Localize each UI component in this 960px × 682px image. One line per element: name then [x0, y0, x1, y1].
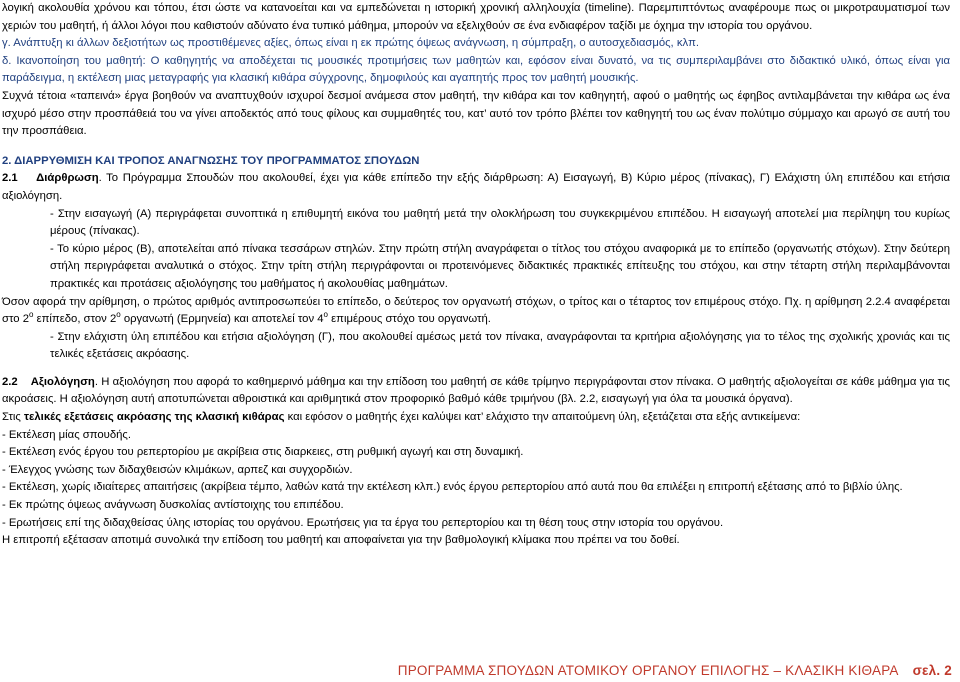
- list-item: - Εκ πρώτης όψεως ανάγνωση δυσκολίας αντίστοιχης του επιπέδου.: [2, 499, 344, 512]
- section-2-2-number: 2.2: [2, 375, 18, 388]
- paragraph-numbering: Όσον αφορά την αρίθμηση, ο πρώτος αριθμός αντιπροσωπεύει το επίπεδο, ο δεύτερος τον οργανωτή στόχων, ο τρίτος και ο τέταρτος τον επιμέρους στόχο. Πχ. η αρίθμηση 2.2.4 αναφέρεται στο $2^o$ επίπεδο, στον $2^o$ οργανωτή (Ερμηνεία) και αποτελεί τον $4^o$ επιμέρους στόχο του οργανωτή.: [2, 295, 950, 326]
- section-2-1-title: Διάρθρωση: [36, 172, 99, 185]
- paragraph-delta: δ. Ικανοποίηση του μαθητή: Ο καθηγητής να αποδέχεται τις μουσικές προτιμήσεις των μαθητών και, εφόσον είναι δυνατό, να τις συμπεριλαμβάνει στο διδακτικό υλικό, όπως είναι για παράδειγμα, η εκτέλεση μιας μεταγραφής για κλασική κιθάρα σύγχρονης, δημοφιλούς και αγαπητής προς τον μαθητή μουσικής.: [2, 54, 950, 85]
- section-2-2-text: . Η αξιολόγηση που αφορά το καθημερινό μάθημα και την επίδοση του μαθητή σε κάθε τρίμηνο περιγράφονται στον πίνακα. Ο μαθητής αξιολογείται σε κάθε μάθημα για τις ακροάσεις. Η αξιολόγηση αυτή αποτυπώνεται αθροιστικά και αριθμητικά στον προφορικό βαθμό κάθε τριμήνου (βλ. 2.2, εισαγωγή για όλα τα μουσικά όργανα).: [2, 375, 950, 406]
- paragraph-final-exams: Στις τελικές εξετάσεις ακρόασης της κλασική κιθάρας και εφόσον ο μαθητής έχει καλύψει κατ’ ελάχιστο την απαιτούμενη ύλη, εξετάζεται στα εξής αντικείμενα:: [2, 411, 801, 424]
- section-2-1-text: . Το Πρόγραμμα Σπουδών που ακολουθεί, έχει για κάθε επίπεδο την εξής διάρθρωση: Α) Εισαγωγή, Β) Κύριο μέρος (πίνακας), Γ) Ελάχιστη ύλη επιπέδου και ετήσια αξιολόγηση.: [2, 172, 950, 202]
- section-2-heading: 2. ΔΙΑΡΡΥΘΜΙΣΗ ΚΑΙ ΤΡΟΠΟΣ ΑΝΑΓΝΩΣΗΣ ΤΟΥ ΠΡΟΓΡΑΜΜΑΤΟΣ ΣΠΟΥΔΩΝ: [2, 154, 420, 167]
- paragraph-often: Συχνά τέτοια «ταπεινά» έργα βοηθούν να αναπτυχθούν ισχυροί δεσμοί ανάμεσα στον μαθητή, την κιθάρα και τον καθηγητή, αφού ο μαθητής ως έφηβος αντιλαμβάνεται την κιθάρα ως ένα ισχυρό μέσο στην προσπάθειά του να γίνει αποδεκτός από τους φίλους και συμμαθητές του, κατ’ αυτό τον τρόπο βλέπει τον καθηγητή του ως έναν πολύτιμο σύμμαχο και αρωγό σε αυτή του την προσπάθεια.: [2, 89, 950, 138]
- page-number: σελ. 2: [912, 663, 952, 678]
- paragraph-gamma: γ. Ανάπτυξη κι άλλων δεξιοτήτων ως προστιθέμενες αξίες, όπως είναι η εκ πρώτης όψεως ανάγνωση, η σύμπραξη, ο αυτοσχεδιασμός, κλπ.: [2, 37, 700, 50]
- final-exams-bold: τελικές εξετάσεις ακρόασης της κλασική κιθάρας: [24, 411, 285, 424]
- section-2-2-title: Αξιολόγηση: [30, 375, 95, 388]
- paragraph-timeline: λογική ακολουθία χρόνου και τόπου, έτσι ώστε να κατανοείται και να εμπεδώνεται η ιστορική χρονική αλληλουχία (timeline). Παρεμπιπτόντως αναφέρουμε πως οι μικροτραυματισμοί των χεριών του μαθητή, ή άλλοι λόγοι που καθιστούν αδύνατο ένα τυπικό μάθημα, μπορούν να εξελιχθούν σε ένα ενδιαφέρον ταξίδι με όχημα την ιστορία του οργάνου.: [2, 2, 950, 32]
- section-2-2: [2, 374, 950, 409]
- bullet-main-part: - Το κύριο μέρος (Β), αποτελείται από πίνακα τεσσάρων στηλών. Στην πρώτη στήλη αναγράφεται ο τίτλος του στόχου αναφορικά με το επίπεδο (οργανωτής στόχων). Στην δεύτερη στήλη περιγράφεται αναλυτικά ο στόχος. Στην τρίτη στήλη περιγράφονται οι προτεινόμενες διδακτικές πρακτικές επίτευξης του στόχου, και στην τέταρτη στήλη περιλαμβάνονται πρακτικές και προτάσεις αξιολόγησης του μαθήματος ή ακολουθίας μαθημάτων.: [50, 242, 950, 290]
- list-item: - Ερωτήσεις επί της διδαχθείσας ύλης ιστορίας του οργάνου. Ερωτήσεις για τα έργα του ρεπερτορίου και τη θέση τους στην ιστορία του οργάνου.: [2, 516, 724, 529]
- paragraph-committee: Η επιτροπή εξέτασαν αποτιμά συνολικά την επίδοση του μαθητή και αποφαίνεται για την βαθμολογική κλίμακα που πρέπει να του δοθεί.: [2, 534, 680, 547]
- section-2-1-number: 2.1: [2, 172, 18, 185]
- section-2-1: [2, 170, 950, 205]
- list-item: - Έλεγχος γνώσης των διδαχθεισών κλιμάκων, αρπεζ και συγχορδιών.: [2, 463, 353, 476]
- page-body: [2, 0, 950, 550]
- list-item: - Εκτέλεση ενός έργου του ρεπερτορίου με ακρίβεια στις διαρκειες, στη ρυθμική αγωγή και στη δυναμική.: [2, 446, 524, 459]
- bullet-minimum-material: - Στην ελάχιστη ύλη επιπέδου και ετήσια αξιολόγηση (Γ), που ακολουθεί αμέσως μετά τον πίνακα, αναγράφονται τα κριτήρια αξιολόγησης για το τέλος της σχολικής χρονιάς και τις τελικές εξετάσεις ακρόασης.: [50, 330, 950, 361]
- bullet-introduction: - Στην εισαγωγή (Α) περιγράφεται συνοπτικά η επιθυμητή εικόνα του μαθητή μετά την ολοκλήρωση του συγκεκριμένου επιπέδου. Η εισαγωγή αποτελεί μια περίληψη του κυρίως μέρους (πίνακας).: [50, 207, 950, 238]
- page-footer: [398, 663, 952, 678]
- footer-title: ΠΡΟΓΡΑΜΜΑ ΣΠΟΥΔΩΝ ΑΤΟΜΙΚΟΥ ΟΡΓΑΝΟΥ ΕΠΙΛΟΓΗΣ – ΚΛΑΣΙΚΗ ΚΙΘΑΡΑ: [397, 663, 899, 678]
- list-item: - Εκτέλεση, χωρίς ιδιαίτερες απαιτήσεις (ακρίβεια τέμπο, λαθών κατά την εκτέλεση κλπ.) ενός έργου ρεπερτορίου από αυτά που θα επιλέξει η επιτροπή εξέτασης από το βιβλίο ύλης.: [2, 481, 903, 494]
- list-item: - Εκτέλεση μίας σπουδής.: [2, 428, 132, 441]
